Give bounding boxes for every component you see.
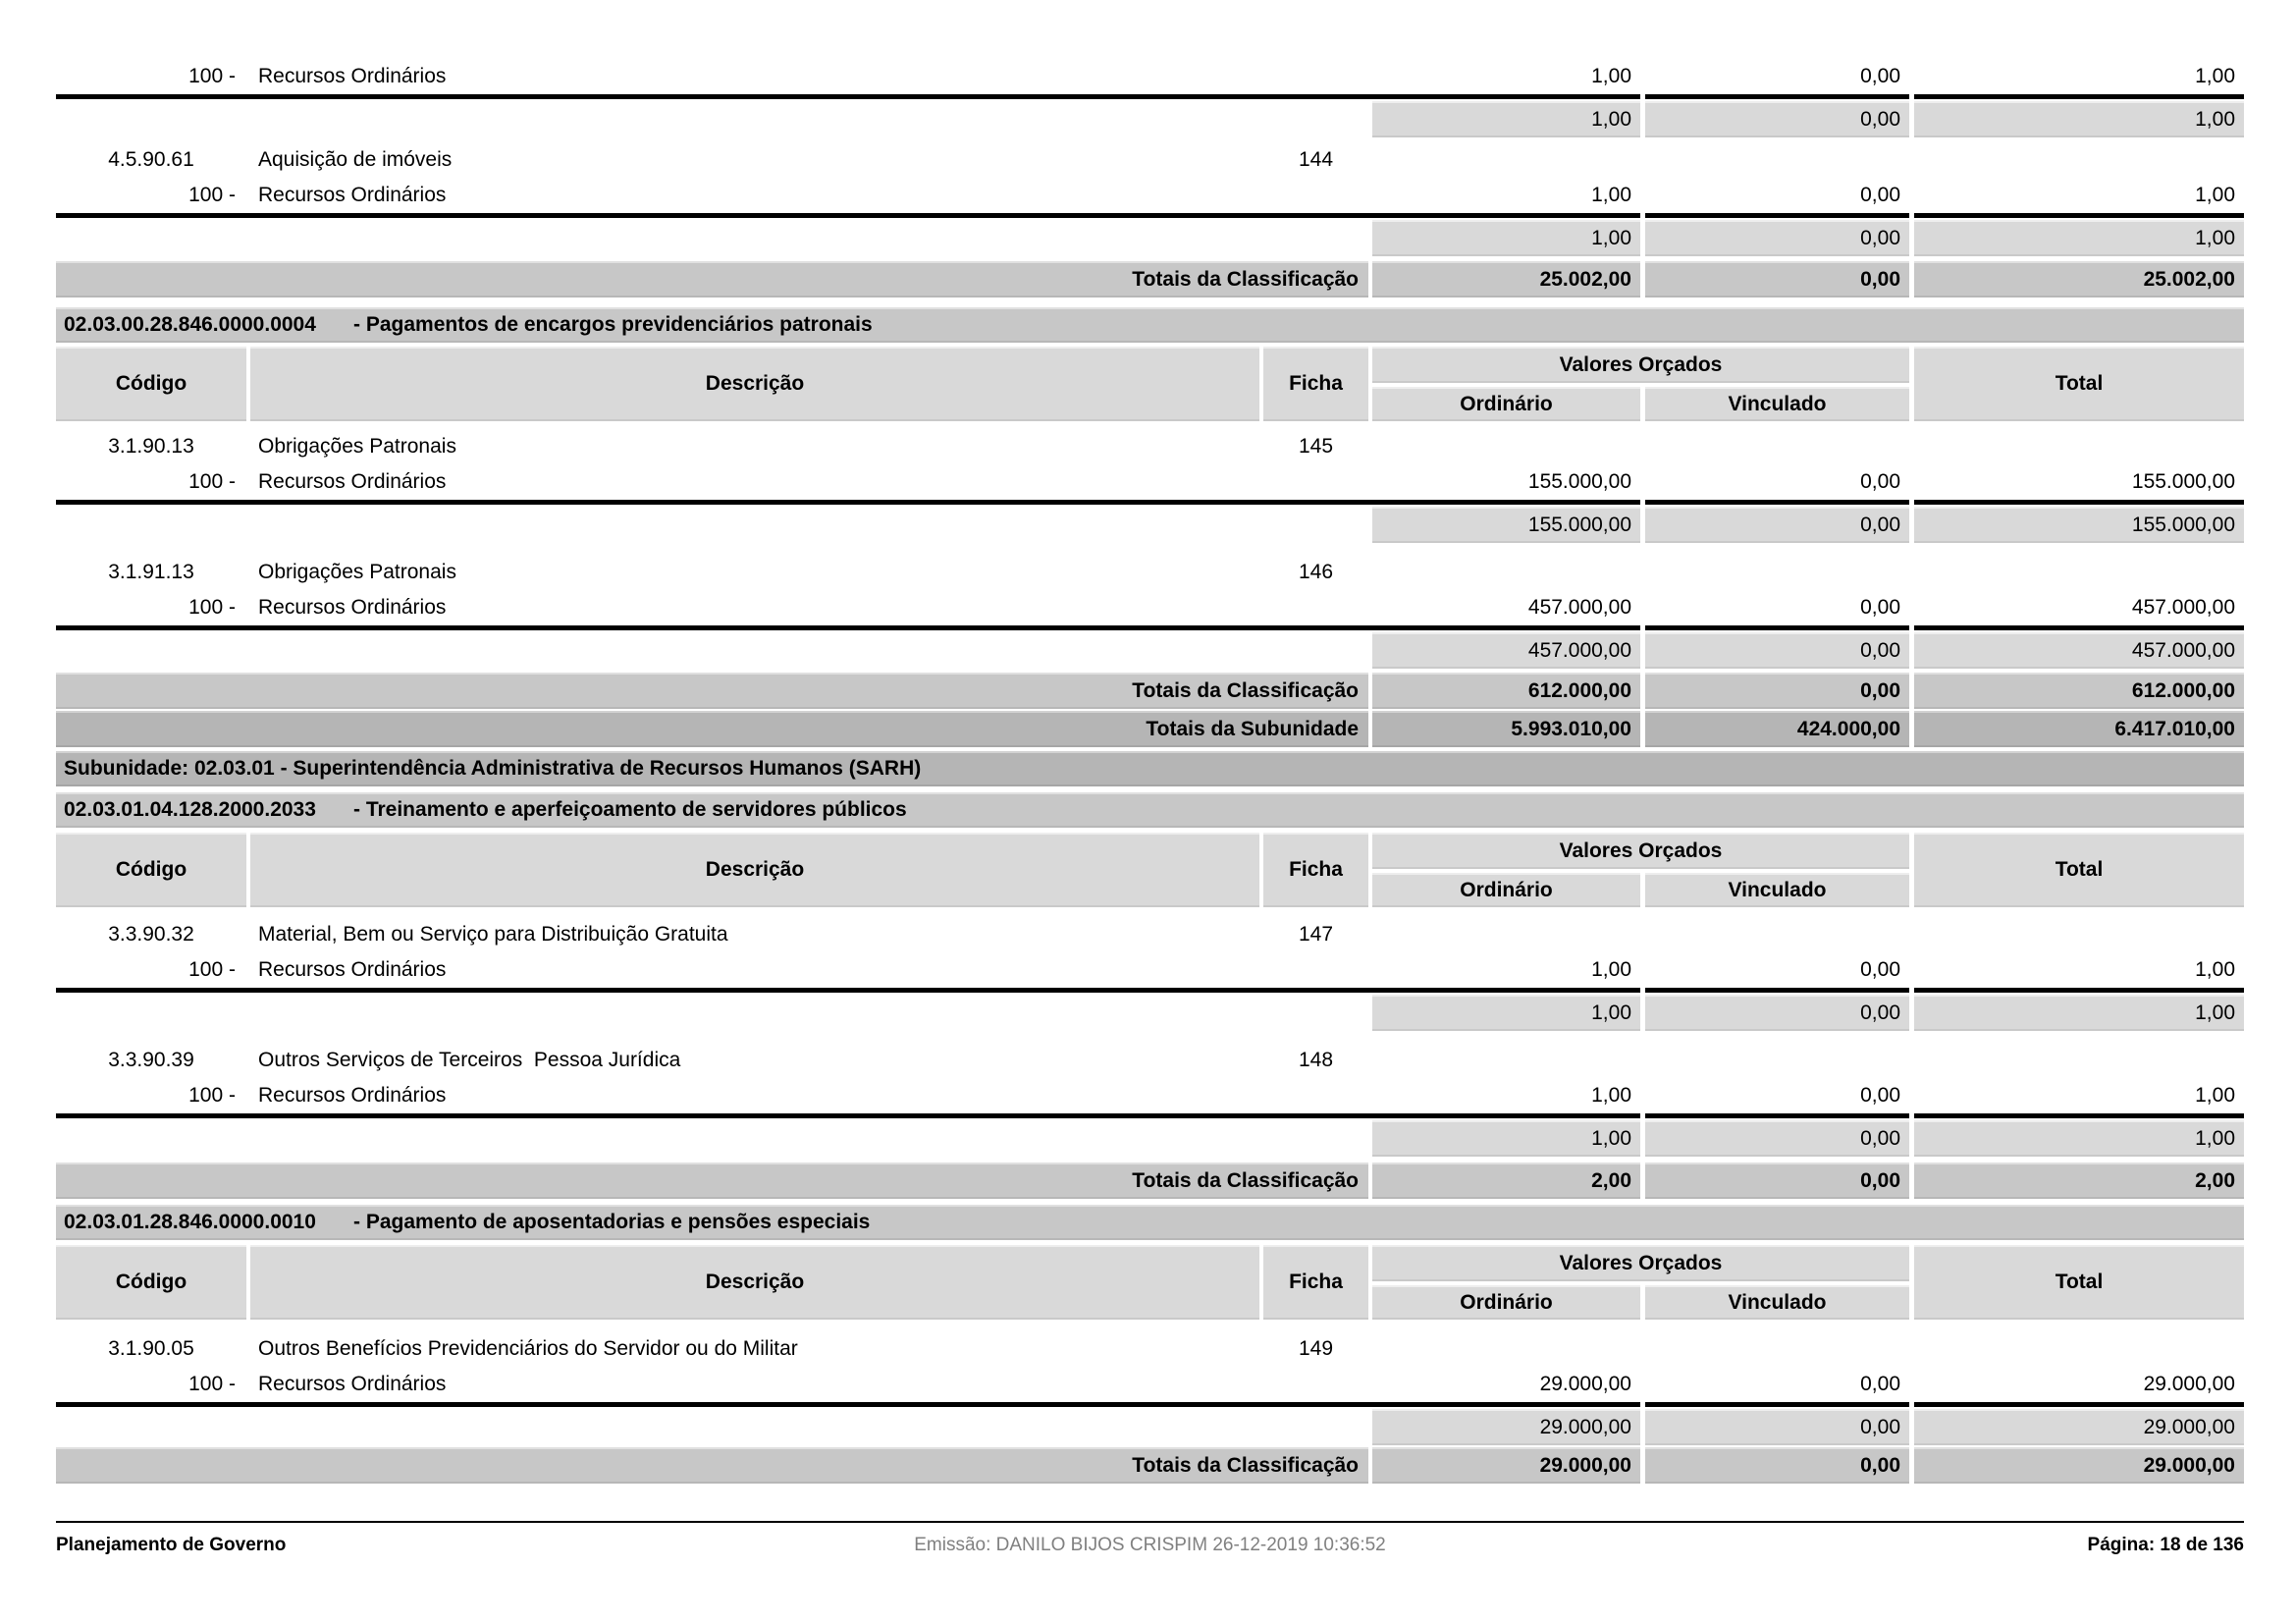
vinculado-value: 0,00	[1860, 1373, 1900, 1395]
classification-total-vinculado: 0,00	[1645, 673, 1909, 709]
column-header-valores-orcados: Valores Orçados	[1372, 833, 1909, 869]
ordinario-value: 1,00	[1591, 958, 1631, 981]
subtotal-row	[56, 1409, 2244, 1445]
funding-source-name: Recursos Ordinários	[258, 1373, 447, 1395]
footer-report-name: Planejamento de Governo	[56, 1535, 287, 1555]
funding-source-row	[56, 464, 2244, 500]
subunit-total-ordinario: 5.993.010,00	[1372, 711, 1640, 747]
rule-segment	[1645, 625, 1909, 630]
thick-rule	[56, 500, 2244, 505]
expense-code: 4.5.90.61	[108, 148, 194, 171]
classification-total-ordinario: 29.000,00	[1372, 1447, 1640, 1484]
subunit-total-label: Totais da Subunidade	[56, 711, 1368, 747]
funding-source-code: 100 -	[188, 184, 236, 206]
classification-total-label: Totais da Classificação	[56, 261, 1368, 298]
expense-item-row	[56, 429, 2244, 464]
column-header-descricao: Descrição	[250, 833, 1259, 907]
total-value: 1,00	[2195, 1084, 2235, 1107]
subtotal-row	[56, 507, 2244, 543]
subtotal-total: 457.000,00	[1914, 632, 2244, 669]
column-header-ordinario: Ordinário	[1372, 873, 1640, 907]
ficha-number: 144	[1298, 148, 1334, 171]
total-value: 29.000,00	[2143, 1373, 2235, 1395]
column-header-ordinario: Ordinário	[1372, 387, 1640, 421]
funding-source-name: Recursos Ordinários	[258, 65, 447, 87]
subtotal-row	[56, 1120, 2244, 1157]
ficha-number: 145	[1298, 435, 1334, 458]
subtotal-ordinario: 1,00	[1372, 1120, 1640, 1157]
subtotal-vinculado: 0,00	[1645, 632, 1909, 669]
rule-segment	[1645, 1402, 1909, 1407]
subtotal-ordinario: 155.000,00	[1372, 507, 1640, 543]
expense-code: 3.1.90.13	[108, 435, 194, 458]
rule-segment	[56, 988, 1640, 993]
classification-total-vinculado: 0,00	[1645, 1447, 1909, 1484]
thick-rule	[56, 1402, 2244, 1407]
subtotal-row	[56, 632, 2244, 669]
funding-source-row	[56, 59, 2244, 94]
table-header	[56, 1245, 2244, 1320]
ordinario-value: 457.000,00	[1527, 596, 1631, 619]
rule-segment	[1914, 94, 2244, 99]
column-header-ordinario: Ordinário	[1372, 1285, 1640, 1320]
expense-code: 3.3.90.39	[108, 1049, 194, 1071]
column-header-codigo: Código	[56, 833, 246, 907]
column-header-valores-orcados: Valores Orçados	[1372, 1245, 1909, 1281]
total-value: 457.000,00	[2131, 596, 2235, 619]
subunit-total-vinculado: 424.000,00	[1645, 711, 1909, 747]
funding-source-name: Recursos Ordinários	[258, 1084, 447, 1107]
rule-segment	[1914, 213, 2244, 218]
subunit-total-row	[56, 711, 2244, 747]
subtotal-row	[56, 995, 2244, 1031]
total-value: 155.000,00	[2131, 470, 2235, 493]
expense-description: Outros Benefícios Previdenciários do Servidor ou do Militar	[258, 1337, 798, 1360]
rule-segment	[56, 625, 1640, 630]
vinculado-value: 0,00	[1860, 184, 1900, 206]
subtotal-total: 1,00	[1914, 220, 2244, 256]
ficha-number: 149	[1298, 1337, 1334, 1360]
thick-rule	[56, 1113, 2244, 1118]
program-title: - Pagamentos de encargos previdenciários patronais	[353, 313, 873, 336]
rule-segment	[1914, 988, 2244, 993]
subtotal-total: 1,00	[1914, 101, 2244, 137]
program-title: - Pagamento de aposentadorias e pensões especiais	[353, 1211, 871, 1233]
rule-segment	[56, 1402, 1640, 1407]
classification-total-vinculado: 0,00	[1645, 261, 1909, 298]
rule-segment	[1914, 1402, 2244, 1407]
expense-code: 3.3.90.32	[108, 923, 194, 946]
ordinario-value: 29.000,00	[1539, 1373, 1631, 1395]
funding-source-name: Recursos Ordinários	[258, 184, 447, 206]
classification-total-row	[56, 261, 2244, 298]
subtotal-ordinario: 1,00	[1372, 101, 1640, 137]
subunit-total-total: 6.417.010,00	[1914, 711, 2244, 747]
program-header	[56, 792, 2244, 828]
classification-total-row	[56, 1447, 2244, 1484]
rule-segment	[1914, 625, 2244, 630]
total-value: 1,00	[2195, 184, 2235, 206]
column-header-total: Total	[1914, 833, 2244, 907]
page-footer	[56, 1535, 2244, 1560]
rule-segment	[56, 94, 1640, 99]
rule-segment	[1914, 1113, 2244, 1118]
funding-source-name: Recursos Ordinários	[258, 958, 447, 981]
expense-description: Outros Serviços de Terceiros Pessoa Jurídica	[258, 1049, 681, 1071]
ordinario-value: 1,00	[1591, 1084, 1631, 1107]
column-header-vinculado: Vinculado	[1645, 387, 1909, 421]
classification-total-label: Totais da Classificação	[56, 1163, 1368, 1199]
classification-total-total: 612.000,00	[1914, 673, 2244, 709]
classification-total-ordinario: 2,00	[1372, 1163, 1640, 1199]
table-header	[56, 833, 2244, 907]
vinculado-value: 0,00	[1860, 65, 1900, 87]
funding-source-row	[56, 1367, 2244, 1402]
column-header-codigo: Código	[56, 347, 246, 421]
total-value: 1,00	[2195, 65, 2235, 87]
table-header	[56, 347, 2244, 421]
rule-segment	[1645, 213, 1909, 218]
funding-source-row	[56, 178, 2244, 213]
expense-description: Aquisição de imóveis	[258, 148, 453, 171]
expense-item-row	[56, 555, 2244, 590]
footer-rule	[56, 1521, 2244, 1523]
column-header-descricao: Descrição	[250, 347, 1259, 421]
thick-rule	[56, 213, 2244, 218]
subtotal-ordinario: 1,00	[1372, 995, 1640, 1031]
ordinario-value: 1,00	[1591, 65, 1631, 87]
subtotal-total: 29.000,00	[1914, 1409, 2244, 1445]
vinculado-value: 0,00	[1860, 958, 1900, 981]
program-header	[56, 307, 2244, 343]
program-title: - Treinamento e aperfeiçoamento de servidores públicos	[353, 798, 907, 821]
column-header-descricao: Descrição	[250, 1245, 1259, 1320]
subunit-title: Subunidade: 02.03.01 - Superintendência Administrativa de Recursos Humanos (SARH)	[64, 757, 922, 780]
funding-source-code: 100 -	[188, 65, 236, 87]
funding-source-code: 100 -	[188, 958, 236, 981]
funding-source-row	[56, 1078, 2244, 1113]
column-header-ficha: Ficha	[1263, 347, 1368, 421]
subunit-header	[56, 751, 2244, 786]
subtotal-vinculado: 0,00	[1645, 1409, 1909, 1445]
rule-segment	[56, 500, 1640, 505]
funding-source-row	[56, 590, 2244, 625]
expense-item-row	[56, 142, 2244, 178]
rule-segment	[56, 1113, 1640, 1118]
column-header-total: Total	[1914, 1245, 2244, 1320]
column-header-valores-orcados: Valores Orçados	[1372, 347, 1909, 383]
ficha-number: 147	[1298, 923, 1334, 946]
rule-segment	[1645, 500, 1909, 505]
subtotal-vinculado: 0,00	[1645, 995, 1909, 1031]
classification-total-total: 2,00	[1914, 1163, 2244, 1199]
rule-segment	[1645, 1113, 1909, 1118]
program-header	[56, 1205, 2244, 1240]
funding-source-code: 100 -	[188, 596, 236, 619]
classification-total-row	[56, 1163, 2244, 1199]
expense-item-row	[56, 917, 2244, 952]
total-value: 1,00	[2195, 958, 2235, 981]
classification-total-total: 25.002,00	[1914, 261, 2244, 298]
ficha-number: 148	[1298, 1049, 1334, 1071]
funding-source-code: 100 -	[188, 1084, 236, 1107]
expense-item-row	[56, 1043, 2244, 1078]
expense-code: 3.1.90.05	[108, 1337, 194, 1360]
expense-description: Obrigações Patronais	[258, 561, 456, 583]
classification-total-ordinario: 612.000,00	[1372, 673, 1640, 709]
rule-segment	[1914, 500, 2244, 505]
subtotal-ordinario: 29.000,00	[1372, 1409, 1640, 1445]
classification-total-vinculado: 0,00	[1645, 1163, 1909, 1199]
column-header-total: Total	[1914, 347, 2244, 421]
subtotal-row	[56, 220, 2244, 256]
column-header-codigo: Código	[56, 1245, 246, 1320]
thick-rule	[56, 94, 2244, 99]
ficha-number: 146	[1298, 561, 1334, 583]
ordinario-value: 155.000,00	[1527, 470, 1631, 493]
funding-source-code: 100 -	[188, 1373, 236, 1395]
subtotal-row	[56, 101, 2244, 137]
subtotal-vinculado: 0,00	[1645, 101, 1909, 137]
thick-rule	[56, 988, 2244, 993]
ordinario-value: 1,00	[1591, 184, 1631, 206]
subtotal-vinculado: 0,00	[1645, 507, 1909, 543]
column-header-vinculado: Vinculado	[1645, 1285, 1909, 1320]
rule-segment	[1645, 94, 1909, 99]
footer-page-number: Página: 18 de 136	[2087, 1535, 2244, 1555]
expense-code: 3.1.91.13	[108, 561, 194, 583]
footer-emission-info: Emissão: DANILO BIJOS CRISPIM 26-12-2019 10:36:52	[914, 1535, 1386, 1555]
vinculado-value: 0,00	[1860, 596, 1900, 619]
vinculado-value: 0,00	[1860, 1084, 1900, 1107]
program-code: 02.03.01.04.128.2000.2033	[64, 798, 316, 821]
funding-source-row	[56, 952, 2244, 988]
funding-source-name: Recursos Ordinários	[258, 596, 447, 619]
subtotal-total: 1,00	[1914, 995, 2244, 1031]
program-code: 02.03.00.28.846.0000.0004	[64, 313, 316, 336]
subtotal-total: 155.000,00	[1914, 507, 2244, 543]
report-body	[56, 0, 2244, 1560]
expense-description: Obrigações Patronais	[258, 435, 456, 458]
rule-segment	[1645, 988, 1909, 993]
subtotal-vinculado: 0,00	[1645, 220, 1909, 256]
subtotal-vinculado: 0,00	[1645, 1120, 1909, 1157]
program-code: 02.03.01.28.846.0000.0010	[64, 1211, 316, 1233]
expense-description: Material, Bem ou Serviço para Distribuição Gratuita	[258, 923, 728, 946]
column-header-ficha: Ficha	[1263, 1245, 1368, 1320]
column-header-vinculado: Vinculado	[1645, 873, 1909, 907]
rule-segment	[56, 213, 1640, 218]
vinculado-value: 0,00	[1860, 470, 1900, 493]
funding-source-code: 100 -	[188, 470, 236, 493]
classification-total-label: Totais da Classificação	[56, 1447, 1368, 1484]
subtotal-total: 1,00	[1914, 1120, 2244, 1157]
classification-total-ordinario: 25.002,00	[1372, 261, 1640, 298]
column-header-ficha: Ficha	[1263, 833, 1368, 907]
expense-item-row	[56, 1331, 2244, 1367]
thick-rule	[56, 625, 2244, 630]
classification-total-total: 29.000,00	[1914, 1447, 2244, 1484]
classification-total-row	[56, 673, 2244, 709]
classification-total-label: Totais da Classificação	[56, 673, 1368, 709]
subtotal-ordinario: 1,00	[1372, 220, 1640, 256]
subtotal-ordinario: 457.000,00	[1372, 632, 1640, 669]
funding-source-name: Recursos Ordinários	[258, 470, 447, 493]
